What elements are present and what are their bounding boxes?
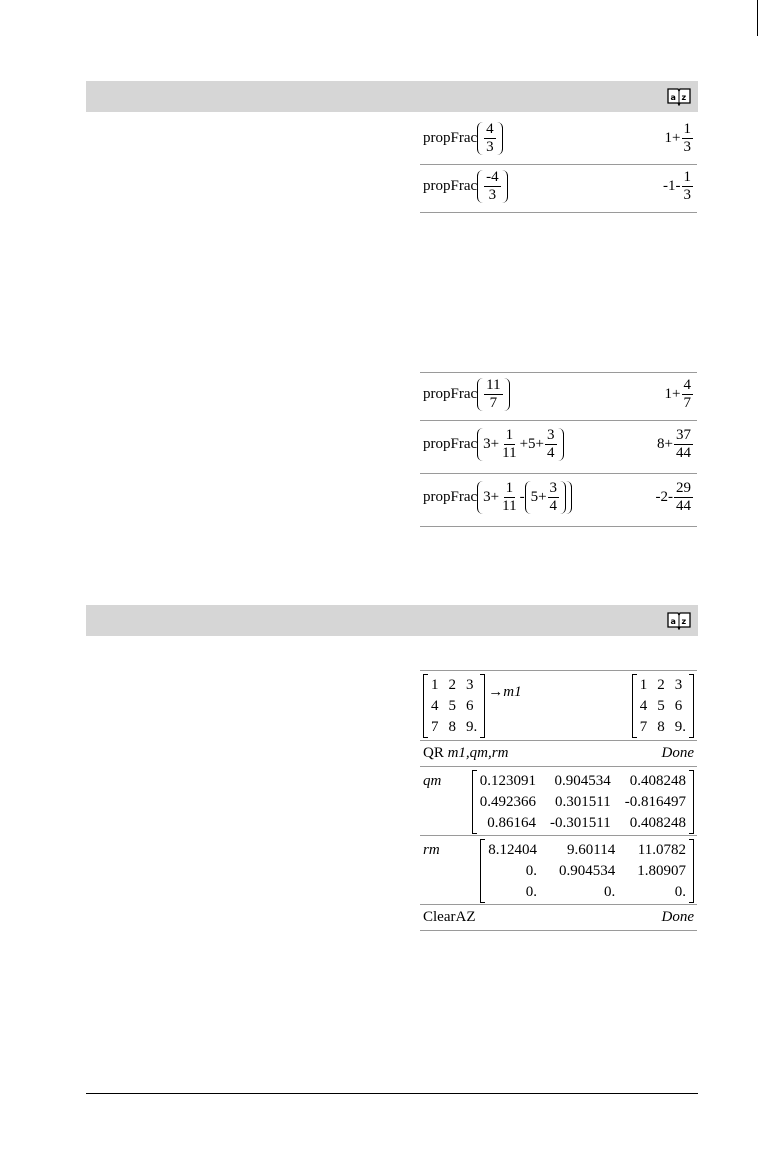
calc-row <box>420 767 697 836</box>
term: - <box>519 489 525 505</box>
calc-row <box>420 474 697 527</box>
matrix-cell: 6 <box>466 698 474 714</box>
matrix-cell: 9.60114 <box>567 842 616 858</box>
entry-header-propfrac <box>86 81 698 112</box>
inner-group <box>525 481 566 514</box>
matrix-cell: -0.301511 <box>550 815 611 831</box>
result-done: Done <box>661 909 694 925</box>
term: 3+ <box>483 489 500 505</box>
result-fraction: $\frac{1}{3}$ <box>683 121 691 155</box>
calc-row <box>420 373 697 421</box>
function-name: propFrac <box>423 386 478 402</box>
argument-group <box>477 122 503 155</box>
matrix-cell: 1.80907 <box>637 863 686 879</box>
matrix-cell: -0.816497 <box>624 794 686 810</box>
term: 5+ <box>530 489 547 505</box>
command-name: ClearAZ <box>423 909 476 925</box>
calc-row <box>420 905 697 931</box>
result-done: Done <box>661 745 694 761</box>
svg-text:z: z <box>681 617 687 626</box>
result-fraction: $\frac{29}{44}$ <box>676 480 691 514</box>
matrix-cell: 0.492366 <box>479 794 537 810</box>
fraction: $\frac{4}{3}$ <box>486 121 494 155</box>
variable-name: m1 <box>503 684 522 700</box>
matrix-cell: 0.904534 <box>554 773 611 789</box>
matrix-cell: 2 <box>448 677 456 693</box>
matrix-m1-input <box>423 674 485 738</box>
argument-group <box>477 378 509 411</box>
matrix-cell: 0.408248 <box>629 773 686 789</box>
catalog-book-icon[interactable] <box>666 86 692 106</box>
fraction: $\frac{1}{11}$ <box>502 427 517 461</box>
fraction: $\frac{11}{7}$ <box>486 377 501 411</box>
matrix-cell: 6 <box>674 698 683 714</box>
matrix-cell: 0.408248 <box>629 815 686 831</box>
matrix-cell: 3 <box>674 677 683 693</box>
store-arrow: → <box>488 684 504 700</box>
propfrac-example-1 <box>420 117 697 213</box>
matrix-cell: 4 <box>431 698 439 714</box>
function-name: propFrac <box>423 489 478 505</box>
whole-part: 1+ <box>664 386 681 402</box>
matrix-cell: 8.12404 <box>488 842 537 858</box>
matrix-cell: 8 <box>657 719 665 735</box>
calc-row <box>420 421 697 474</box>
matrix-cell: 5 <box>657 698 665 714</box>
function-name: propFrac <box>423 178 478 194</box>
matrix-cell: 11.0782 <box>637 842 686 858</box>
command-name: QR <box>423 745 444 761</box>
whole-part: -2- <box>655 489 673 505</box>
svg-text:z: z <box>681 93 687 102</box>
matrix-cell: 4 <box>639 698 648 714</box>
variable-rm: rm <box>423 842 440 858</box>
matrix-cell: 8 <box>448 719 456 735</box>
matrix-cell: 7 <box>431 719 439 735</box>
whole-part: 1+ <box>664 130 681 146</box>
matrix-cell: 3 <box>466 677 474 693</box>
whole-part: 8+ <box>657 436 673 452</box>
fraction: $\frac{-4}{3}$ <box>486 169 499 203</box>
fraction: $\frac{3}{4}$ <box>547 427 555 461</box>
matrix-m1-output <box>632 674 694 738</box>
function-name: propFrac <box>423 436 478 452</box>
matrix-cell: 9. <box>674 719 686 735</box>
calc-row <box>420 165 697 213</box>
matrix-cell: 0. <box>525 863 537 879</box>
matrix-cell: 0.301511 <box>555 794 611 810</box>
svg-text:a: a <box>670 617 676 626</box>
argument-group <box>477 428 563 461</box>
variable-qm: qm <box>423 773 442 789</box>
matrix-cell: 0.904534 <box>559 863 616 879</box>
result-fraction: $\frac{1}{3}$ <box>683 169 691 203</box>
entry-header-qr <box>86 605 698 636</box>
whole-part: -1- <box>663 178 681 194</box>
fraction: $\frac{1}{11}$ <box>502 480 517 514</box>
matrix-cell: 7 <box>639 719 648 735</box>
matrix-cell: 0. <box>525 884 537 900</box>
result-fraction: $\frac{4}{7}$ <box>683 377 691 411</box>
matrix-cell: 1 <box>639 677 648 693</box>
qr-example <box>420 670 697 931</box>
calc-row <box>420 117 697 165</box>
calc-row <box>420 836 697 905</box>
calc-row <box>420 671 697 741</box>
term: +5+ <box>519 436 544 452</box>
crop-mark <box>757 0 758 36</box>
matrix-cell: 5 <box>448 698 456 714</box>
svg-text:a: a <box>670 93 676 102</box>
argument-group <box>477 481 572 514</box>
command-args: m1,qm,rm <box>447 745 509 761</box>
result-fraction: $\frac{37}{44}$ <box>676 427 691 461</box>
matrix-cell: 9. <box>466 719 478 735</box>
matrix-cell: 0.86164 <box>487 815 537 831</box>
function-name: propFrac <box>423 130 478 146</box>
term: 3+ <box>483 436 500 452</box>
catalog-book-icon[interactable] <box>666 610 692 630</box>
matrix-cell: 0.123091 <box>479 773 537 789</box>
matrix-qm <box>472 770 694 834</box>
matrix-cell: 0. <box>674 884 686 900</box>
footer-rule <box>86 1093 698 1094</box>
argument-group <box>477 170 508 203</box>
propfrac-example-2 <box>420 372 697 527</box>
matrix-cell: 2 <box>657 677 665 693</box>
matrix-rm <box>480 839 694 903</box>
matrix-cell: 1 <box>431 677 439 693</box>
fraction: $\frac{3}{4}$ <box>549 480 558 514</box>
matrix-cell: 0. <box>604 884 616 900</box>
calc-row <box>420 741 697 767</box>
